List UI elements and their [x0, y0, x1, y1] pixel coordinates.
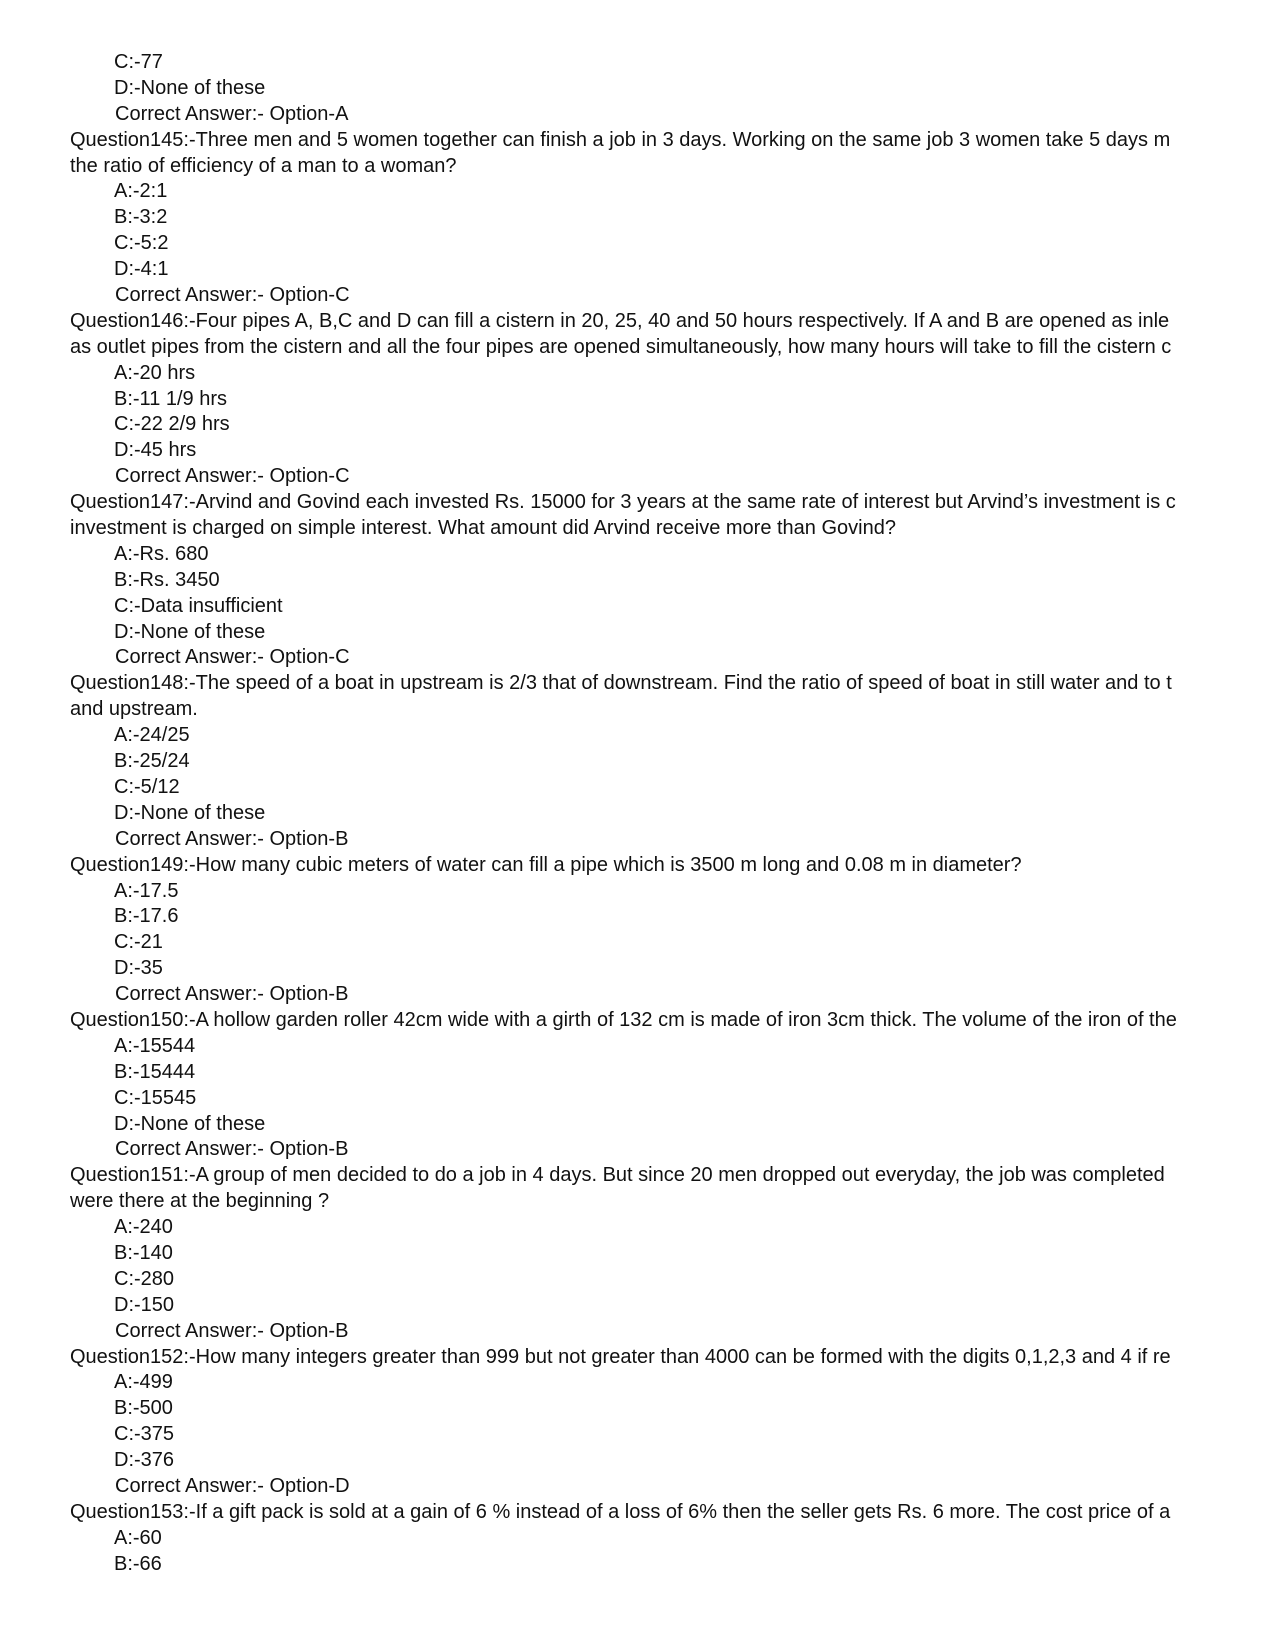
question-text: Question147:-Arvind and Govind each invested Rs. 15000 for 3 years at the same rate of interest but Arvind’s investment is c: [70, 491, 1176, 514]
question-text-continued: investment is charged on simple interest. What amount did Arvind receive more than Govind?: [70, 517, 896, 540]
option: C:-Data insufficient: [114, 594, 283, 617]
option: A:-240: [114, 1216, 173, 1239]
option: D:-None of these: [114, 801, 266, 824]
question-block: [0, 128, 1220, 309]
question-text-continued: as outlet pipes from the cistern and all the four pipes are opened simultaneously, how many hours will take to fill the cistern c: [70, 335, 1172, 358]
option: D:-376: [114, 1449, 175, 1472]
question-text: Question148:-The speed of a boat in upstream is 2/3 that of downstream. Find the ratio of speed of boat in still water and to t: [70, 672, 1172, 695]
correct-answer: Correct Answer:- Option-B: [115, 1138, 349, 1161]
option: D:-4:1: [114, 258, 169, 281]
question-list: [0, 50, 1220, 1578]
question-text: Question145:-Three men and 5 women together can finish a job in 3 days. Working on the same job 3 women take 5 days m: [70, 128, 1171, 151]
option: A:-20 hrs: [114, 361, 196, 384]
question-block: [0, 1345, 1220, 1500]
option: C:-280: [114, 1267, 175, 1290]
option: A:-24/25: [114, 724, 190, 747]
option: B:-25/24: [114, 750, 190, 773]
questions: [0, 128, 1220, 1578]
correct-answer: Correct Answer:- Option-C: [115, 465, 350, 488]
question-text: Question149:-How many cubic meters of water can fill a pipe which is 3500 m long and 0.08 m in diameter?: [70, 853, 1022, 876]
option: B:-500: [114, 1397, 173, 1420]
question-text: Question150:-A hollow garden roller 42cm wide with a girth of 132 cm is made of iron 3cm thick. The volume of the iron of the: [70, 1008, 1177, 1031]
question-text-continued: and upstream.: [70, 698, 198, 721]
option: D:-None of these: [114, 620, 266, 643]
option: A:-17.5: [114, 879, 179, 902]
option: A:-2:1: [114, 180, 168, 203]
option: B:-66: [114, 1552, 162, 1575]
question-block: [0, 671, 1220, 852]
question-block: [0, 1163, 1220, 1344]
option: B:-3:2: [114, 206, 168, 229]
question-text: Question153:-If a gift pack is sold at a gain of 6 % instead of a loss of 6% then the seller gets Rs. 6 more. The cost price of a: [70, 1500, 1171, 1523]
option: C:-21: [114, 931, 163, 954]
option: D:-None of these: [114, 76, 266, 99]
option: A:-499: [114, 1371, 173, 1394]
option: B:-11 1/9 hrs: [114, 387, 228, 410]
option: D:-None of these: [114, 1112, 266, 1135]
lead-block: [0, 50, 1220, 128]
option: A:-Rs. 680: [114, 542, 209, 565]
option: C:-15545: [114, 1086, 197, 1109]
question-block: [0, 1008, 1220, 1163]
correct-answer: Correct Answer:- Option-A: [115, 102, 349, 125]
correct-answer: Correct Answer:- Option-D: [115, 1474, 350, 1497]
question-text: Question152:-How many integers greater than 999 but not greater than 4000 can be formed with the digits 0,1,2,3 and 4 if re: [70, 1345, 1171, 1368]
question-text-continued: the ratio of efficiency of a man to a woman?: [70, 154, 457, 177]
correct-answer: Correct Answer:- Option-C: [115, 284, 350, 307]
option: A:-15544: [114, 1034, 196, 1057]
correct-answer: Correct Answer:- Option-B: [115, 827, 349, 850]
question-text: Question151:-A group of men decided to do a job in 4 days. But since 20 men dropped out everyday, the job was completed: [70, 1164, 1165, 1187]
option: D:-150: [114, 1293, 175, 1316]
option: C:-375: [114, 1423, 175, 1446]
question-block: [0, 490, 1220, 671]
option: A:-60: [114, 1526, 162, 1549]
option: B:-Rs. 3450: [114, 568, 220, 591]
question-block: [0, 853, 1220, 1008]
option: B:-17.6: [114, 905, 179, 928]
option: B:-15444: [114, 1060, 196, 1083]
question-text: Question146:-Four pipes A, B,C and D can fill a cistern in 20, 25, 40 and 50 hours respectively. If A and B are opened as inle: [70, 309, 1170, 332]
option: D:-35: [114, 957, 163, 980]
option: C:-77: [114, 51, 163, 73]
option: C:-5/12: [114, 775, 180, 798]
correct-answer: Correct Answer:- Option-B: [115, 1319, 349, 1342]
question-block: [0, 309, 1220, 490]
correct-answer: Correct Answer:- Option-C: [115, 646, 350, 669]
option: D:-45 hrs: [114, 439, 197, 462]
question-block: [0, 1500, 1220, 1578]
option: C:-5:2: [114, 232, 169, 255]
option: B:-140: [114, 1241, 173, 1264]
question-text-continued: were there at the beginning ?: [70, 1190, 330, 1213]
option: C:-22 2/9 hrs: [114, 413, 230, 436]
correct-answer: Correct Answer:- Option-B: [115, 983, 349, 1006]
